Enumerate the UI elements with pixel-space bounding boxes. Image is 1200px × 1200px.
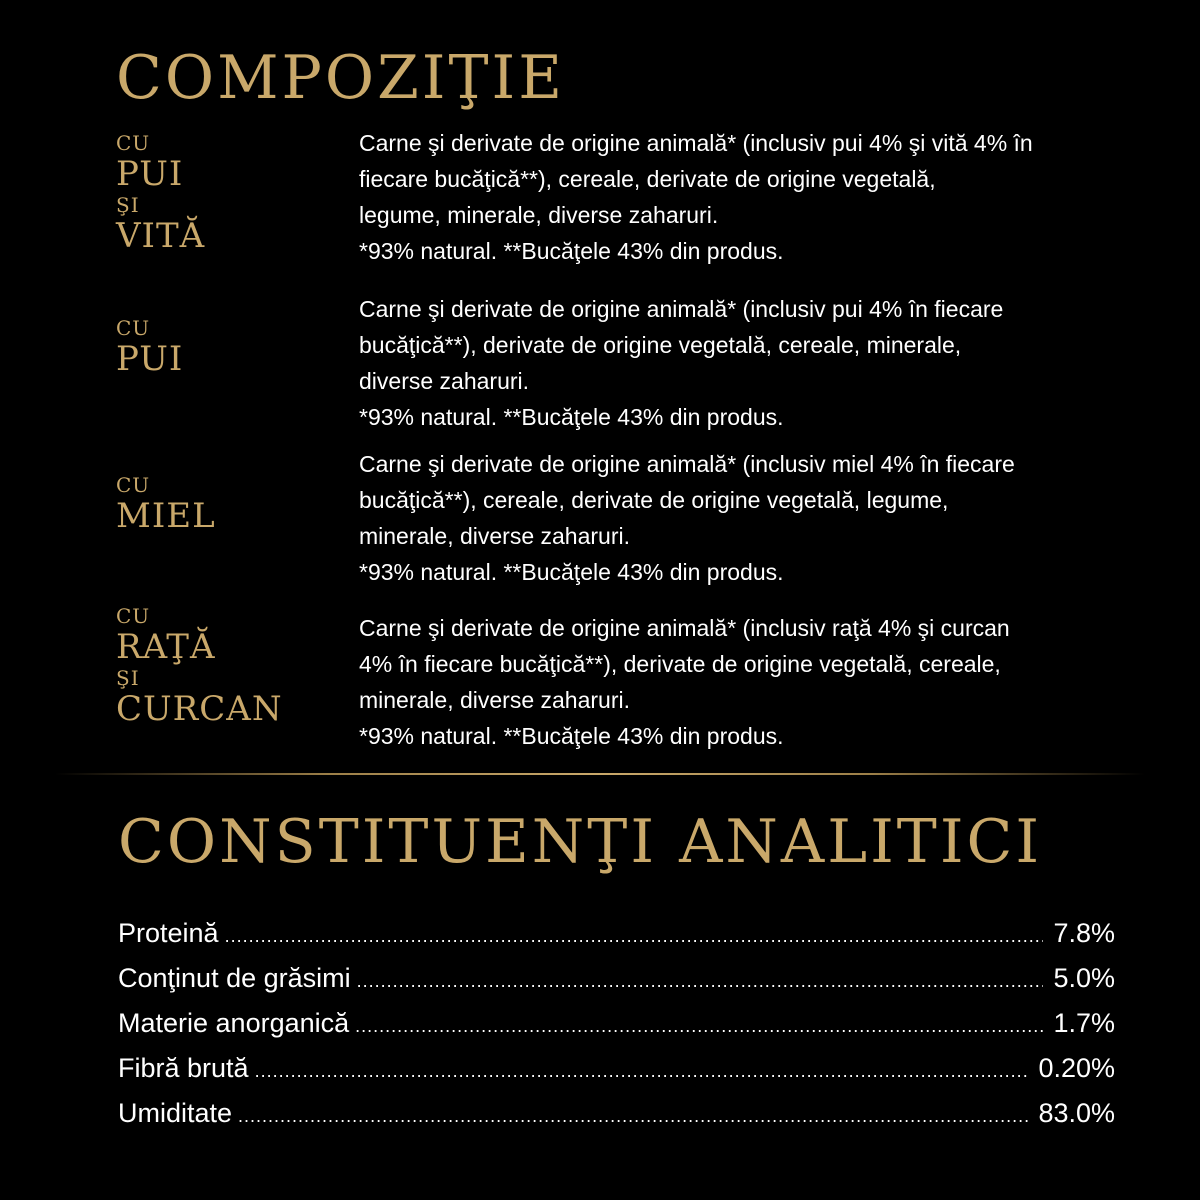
dot-leader [225,916,1044,956]
description-footnote: *93% natural. **Bucăţele 43% din produs. [359,404,784,430]
description-line: diverse zaharuri. [359,368,530,394]
analytics-row [118,1048,1115,1093]
description-line: fiecare bucăţică**), cereale, derivate de origine vegetală, [359,166,936,192]
analytics-row-value: 7.8% [1053,918,1115,948]
description-line: legume, minerale, diverse zaharuri. [359,202,719,228]
dot-leader [355,1006,1043,1046]
description-line: bucăţică**), cereale, derivate de origine vegetală, legume, [359,487,949,513]
label-part: CU [116,316,151,340]
analytics-table [118,913,1115,1138]
description-footnote: *93% natural. **Bucăţele 43% din produs. [359,723,784,749]
variant-description-pui [359,291,1179,435]
description-footnote: *93% natural. **Bucăţele 43% din produs. [359,559,784,585]
variant-description-miel [359,446,1179,590]
analytics-row [118,1093,1115,1138]
analytics-row [118,913,1115,958]
label-part: ŞI [116,666,140,690]
analytics-row-name: Proteină [118,918,219,948]
description-line: Carne şi derivate de origine animală* (inclusiv pui 4% şi vită 4% în [359,130,1033,156]
description-line: bucăţică**), derivate de origine vegetală, cereale, minerale, [359,332,962,358]
section-divider [55,773,1145,775]
variant-label-miel [116,474,216,536]
description-line: Carne şi derivate de origine animală* (inclusiv raţă 4% şi curcan [359,615,1010,641]
label-part: CU [116,473,151,497]
description-footnote: *93% natural. **Bucăţele 43% din produs. [359,238,784,264]
label-part: ŞI [116,193,140,217]
label-part: CURCAN [116,689,283,729]
description-line: minerale, diverse zaharuri. [359,687,631,713]
label-part: VITĂ [116,216,206,256]
analytics-row-value: 5.0% [1053,963,1115,993]
variant-description-pui-vita [359,125,1179,269]
analytics-row [118,958,1115,1003]
label-part: PUI [116,339,184,379]
analytics-row-value: 0.20% [1038,1053,1115,1083]
description-line: 4% în fiecare bucăţică**), derivate de origine vegetală, cereale, [359,651,1001,677]
label-part: RAŢĂ [116,627,216,667]
analytics-row-name: Umiditate [118,1098,233,1128]
label-part: CU [116,604,151,628]
variant-label-rata-curcan [116,605,283,729]
analytics-row-name: Materie anorganică [118,1008,350,1038]
composition-title: COMPOZIŢIE [116,43,566,113]
label-part: MIEL [116,496,216,536]
variant-label-pui [116,317,183,379]
description-line: minerale, diverse zaharuri. [359,523,631,549]
dot-leader [255,1051,1029,1091]
variant-description-rata-curcan [359,610,1179,754]
analytics-row-value: 83.0% [1038,1098,1115,1128]
analytics-title: CONSTITUENŢI ANALITICI [118,807,1043,877]
description-line: Carne şi derivate de origine animală* (inclusiv pui 4% în fiecare [359,296,1004,322]
analytics-row [118,1003,1115,1048]
analytics-row-name: Fibră brută [118,1053,249,1083]
dot-leader [357,961,1044,1001]
label-part: CU [116,131,151,155]
variant-label-pui-vita [116,132,205,256]
dot-leader [238,1096,1028,1136]
analytics-row-value: 1.7% [1053,1008,1115,1038]
description-line: Carne şi derivate de origine animală* (inclusiv miel 4% în fiecare [359,451,1015,477]
label-part: PUI [116,154,184,194]
analytics-row-name: Conţinut de grăsimi [118,963,351,993]
